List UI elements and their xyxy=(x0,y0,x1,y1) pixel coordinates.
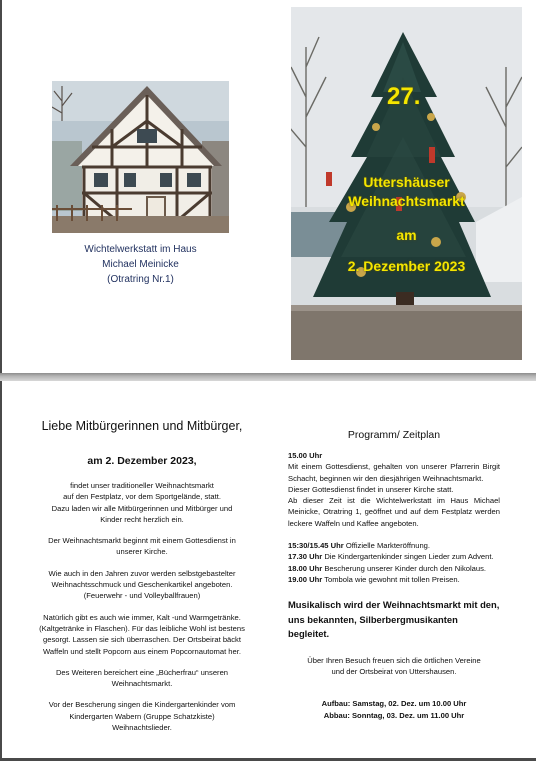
text-line: und der Ortsbeirat von Uttershausen. xyxy=(331,667,457,677)
program-item-time: 15:30/15.45 Uhr xyxy=(288,541,344,551)
letter-paragraph xyxy=(28,568,256,602)
letter-paragraph xyxy=(28,535,256,558)
text-line: Des Weiteren bereichert eine „Bücherfrau“ unseren xyxy=(55,667,229,677)
text-line: Dazu laden wir alle Mitbürgerinnen und Mitbürger und xyxy=(51,503,233,513)
thanks-note xyxy=(288,655,500,678)
text-line: Über Ihren Besuch freuen sich die örtlichen Vereine xyxy=(307,656,481,666)
program-start-time: 15.00 Uhr xyxy=(288,451,323,460)
program-item-time: 19.00 Uhr xyxy=(288,574,323,584)
text-line: Kindergarten Wabern (Gruppe Schatzkiste) xyxy=(69,711,215,721)
letter-paragraph xyxy=(28,667,256,690)
text-line: Weihnachtsschmuck und Geschenkartikel angeboten. xyxy=(51,580,233,590)
text-line: auf den Festplatz, vor dem Sportgelände, statt. xyxy=(63,492,221,502)
poster-date: 2. Dezember 2023 xyxy=(347,258,466,274)
poster-edition-number: 27. xyxy=(387,83,421,110)
program-item-text: Die Kindergartenkinder singen Lieder zum Advent. xyxy=(324,552,494,562)
letter-paragraph xyxy=(28,480,256,525)
text-line: Der Weihnachtsmarkt beginnt mit einem Gottesdienst in xyxy=(48,536,236,546)
house-caption-line: Michael Meinicke xyxy=(102,259,179,270)
music-note: Musikalisch wird der Weihnachtsmarkt mit den, uns bekannten, Silberbergmusikanten begleitet. xyxy=(288,599,500,640)
program-items xyxy=(288,540,500,585)
text-line: Vor der Bescherung singen die Kindergartenkinder vom xyxy=(48,700,236,710)
invitation-letter xyxy=(28,418,256,733)
program-item xyxy=(288,551,500,562)
poster-line: Uttershäuser xyxy=(363,174,450,190)
program-text: Dieser Gottesdienst findet in unserer Kirche statt. xyxy=(288,484,454,494)
setup-times xyxy=(288,698,500,722)
text-line: gesorgt. Lassen sie sich überraschen. Der Ortsbeirat bäckt xyxy=(43,635,241,645)
program-item-time: 17.30 Uhr xyxy=(288,552,323,562)
setup-time: Aufbau: Samstag, 02. Dez. um 10.00 Uhr xyxy=(321,698,467,708)
letter-paragraph xyxy=(28,699,256,733)
program-item-time: 18.00 Uhr xyxy=(288,563,323,573)
text-line: Natürlich gibt es auch wie immer, Kalt -und Warmgetränke. xyxy=(43,612,241,622)
text-line: unserer Kirche. xyxy=(116,547,168,557)
program-item-text: Tombola wie gewohnt mit tollen Preisen. xyxy=(324,574,460,584)
program-title: Programm/ Zeitplan xyxy=(347,429,441,441)
letter-heading: Liebe Mitbürgerinnen und Mitbürger, xyxy=(41,419,243,433)
program-item xyxy=(288,574,500,585)
text-line: (Feuerwehr - und Volleyballfrauen) xyxy=(83,591,201,601)
program-text: Ab dieser Zeit ist die Wichtelwerkstatt im Haus Michael Meinicke, Otratring 1, geöffnet und auf dem Festplatz werden leckere Waffeln und Kaffee angeboten. xyxy=(288,496,500,528)
teardown-time: Abbau: Sonntag, 03. Dez. um 11.00 Uhr xyxy=(323,710,465,720)
text-line: Wie auch in den Jahren zuvor werden selbstgebastelter xyxy=(48,568,236,578)
text-line: Kinder recht herzlich ein. xyxy=(100,514,184,524)
text-line: Weihnachtslieder. xyxy=(112,723,172,733)
program-item xyxy=(288,563,500,574)
house-photo xyxy=(52,81,229,233)
program-item xyxy=(288,540,500,551)
poster-line: am xyxy=(396,227,417,243)
text-line: findet unser traditioneller Weihnachtsmarkt xyxy=(70,481,214,490)
poster-line: Weihnachtsmarkt xyxy=(348,193,465,209)
program-text: Mit einem Gottesdienst, gehalten von unserer Pfarrerin Birgit Schacht, beginnen wir den diesjährigen Weihnachtsmarkt. xyxy=(288,462,500,483)
letter-date: am 2. Dezember 2023, xyxy=(87,455,197,467)
program-item-text: Offizielle Markteröffnung. xyxy=(345,541,430,551)
page-fold-divider xyxy=(0,373,536,381)
text-line: Waffeln und stellt Popcorn aus einem Popcornautomat her. xyxy=(43,646,241,656)
text-line: (Kaltgetränke in Flaschen). Für das leibliche Wohl ist bestens xyxy=(39,623,245,633)
house-caption-line: (Otratring Nr.1) xyxy=(107,274,174,285)
program-schedule xyxy=(288,428,500,722)
house-caption xyxy=(52,242,229,287)
text-line: Weihnachtsmarkt. xyxy=(111,679,173,689)
house-caption-line: Wichtelwerkstatt im Haus xyxy=(84,244,197,255)
program-item-text: Bescherung unserer Kinder durch den Nikolaus. xyxy=(324,563,486,573)
letter-paragraph xyxy=(28,612,256,657)
